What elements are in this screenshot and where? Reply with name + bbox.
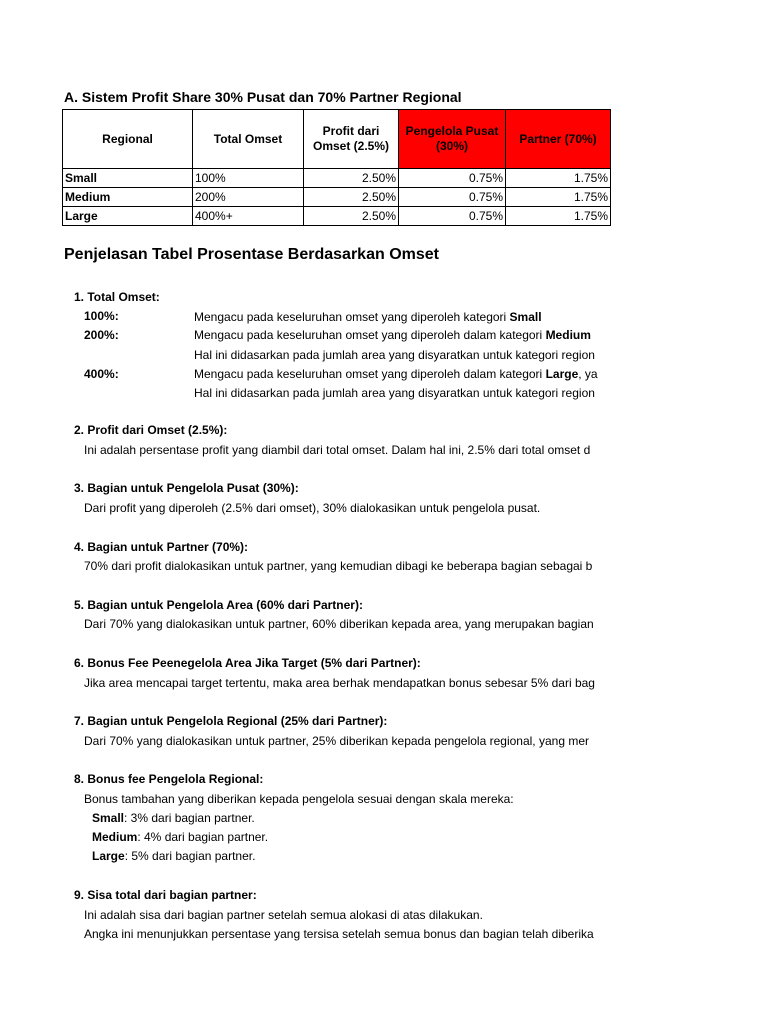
bonus-large-label: Large xyxy=(92,849,125,863)
table-header-row xyxy=(63,110,611,169)
document-title: A. Sistem Profit Share 30% Pusat dan 70% Partner Regional xyxy=(64,89,462,105)
bonus-small-text: : 3% dari bagian partner. xyxy=(124,811,255,825)
cell-pusat: 0.75% xyxy=(399,169,506,188)
section-7-text: Dari 70% yang dialokasikan untuk partner, 25% diberikan kepada pengelola regional, yang mer xyxy=(84,734,589,748)
section-8-title: 8. Bonus fee Pengelola Regional: xyxy=(74,772,264,786)
cell-regional: Small xyxy=(63,169,193,188)
omset-200-key: 200%: xyxy=(84,328,119,342)
header-total-omset: Total Omset xyxy=(193,110,304,169)
bonus-small-label: Small xyxy=(92,811,125,825)
section-4-text: 70% dari profit dialokasikan untuk partner, yang kemudian dibagi ke beberapa bagian sebagai b xyxy=(84,559,593,573)
omset-100-desc: Mengacu pada keseluruhan omset yang diperoleh kategori xyxy=(194,310,510,324)
section-7-title: 7. Bagian untuk Pengelola Regional (25% dari Partner): xyxy=(74,714,388,728)
section-3-text: Dari profit yang diperoleh (2.5% dari omset), 30% dialokasikan untuk pengelola pusat. xyxy=(84,501,541,515)
omset-200-note: Hal ini didasarkan pada jumlah area yang disyaratkan untuk kategori region xyxy=(194,348,595,362)
omset-200-text xyxy=(194,327,591,343)
cell-total-omset: 100% xyxy=(193,169,304,188)
cell-pusat: 0.75% xyxy=(399,188,506,207)
section-9-text-1: Ini adalah sisa dari bagian partner setelah semua alokasi di atas dilakukan. xyxy=(84,908,483,922)
section-1-title: 1. Total Omset: xyxy=(74,290,160,304)
section-5-text: Dari 70% yang dialokasikan untuk partner, 60% diberikan kepada area, yang merupakan bagian xyxy=(84,617,594,631)
section-6-text: Jika area mencapai target tertentu, maka area berhak mendapatkan bonus sebesar 5% dari bag xyxy=(84,676,595,690)
omset-200-desc: Mengacu pada keseluruhan omset yang diperoleh dalam kategori xyxy=(194,328,546,342)
table-row xyxy=(63,169,611,188)
cell-partner: 1.75% xyxy=(506,188,611,207)
section-4-title: 4. Bagian untuk Partner (70%): xyxy=(74,540,249,554)
omset-100-key: 100%: xyxy=(84,309,119,323)
cell-total-omset: 200% xyxy=(193,188,304,207)
cell-profit: 2.50% xyxy=(304,169,399,188)
omset-400-key: 400%: xyxy=(84,367,119,381)
table-row xyxy=(63,188,611,207)
bonus-small xyxy=(92,810,255,826)
section-6-title: 6. Bonus Fee Peenegelola Area Jika Target (5% dari Partner): xyxy=(74,656,421,670)
cell-regional: Medium xyxy=(63,188,193,207)
bonus-large-text: : 5% dari bagian partner. xyxy=(124,849,256,863)
header-pengelola-pusat: Pengelola Pusat (30%) xyxy=(399,110,506,169)
section-2-title: 2. Profit dari Omset (2.5%): xyxy=(74,423,228,437)
section-2-text: Ini adalah persentase profit yang diambil dari total omset. Dalam hal ini, 2.5% dari total omset d xyxy=(84,443,591,457)
cell-partner: 1.75% xyxy=(506,207,611,226)
cell-profit: 2.50% xyxy=(304,188,399,207)
cell-profit: 2.50% xyxy=(304,207,399,226)
section-3-title: 3. Bagian untuk Pengelola Pusat (30%): xyxy=(74,481,299,495)
header-profit: Profit dari Omset (2.5%) xyxy=(304,110,399,169)
profit-share-table xyxy=(62,109,611,226)
section-9-text-2: Angka ini menunjukkan persentase yang tersisa setelah semua bonus dan bagian telah diberika xyxy=(84,927,594,941)
omset-400-tail: , ya xyxy=(578,367,598,381)
bonus-medium-label: Medium xyxy=(92,830,138,844)
omset-400-text xyxy=(194,366,598,382)
section-8-text: Bonus tambahan yang diberikan kepada pengelola sesuai dengan skala mereka: xyxy=(84,792,514,806)
section-5-title: 5. Bagian untuk Pengelola Area (60% dari Partner): xyxy=(74,598,363,612)
bonus-medium xyxy=(92,829,268,845)
omset-200-category: Medium xyxy=(545,328,591,342)
cell-regional: Large xyxy=(63,207,193,226)
omset-100-text xyxy=(194,309,542,325)
cell-total-omset: 400%+ xyxy=(193,207,304,226)
omset-100-category: Small xyxy=(509,310,542,324)
header-partner: Partner (70%) xyxy=(506,110,611,169)
table-row xyxy=(63,207,611,226)
cell-partner: 1.75% xyxy=(506,169,611,188)
header-regional: Regional xyxy=(63,110,193,169)
omset-400-desc: Mengacu pada keseluruhan omset yang diperoleh dalam kategori xyxy=(194,367,546,381)
bonus-large xyxy=(92,848,255,864)
omset-400-category: Large xyxy=(545,367,579,381)
cell-pusat: 0.75% xyxy=(399,207,506,226)
section-9-title: 9. Sisa total dari bagian partner: xyxy=(74,888,257,902)
omset-400-note: Hal ini didasarkan pada jumlah area yang disyaratkan untuk kategori region xyxy=(194,386,595,400)
bonus-medium-text: : 4% dari bagian partner. xyxy=(137,830,269,844)
explanation-heading: Penjelasan Tabel Prosentase Berdasarkan Omset xyxy=(64,246,439,263)
